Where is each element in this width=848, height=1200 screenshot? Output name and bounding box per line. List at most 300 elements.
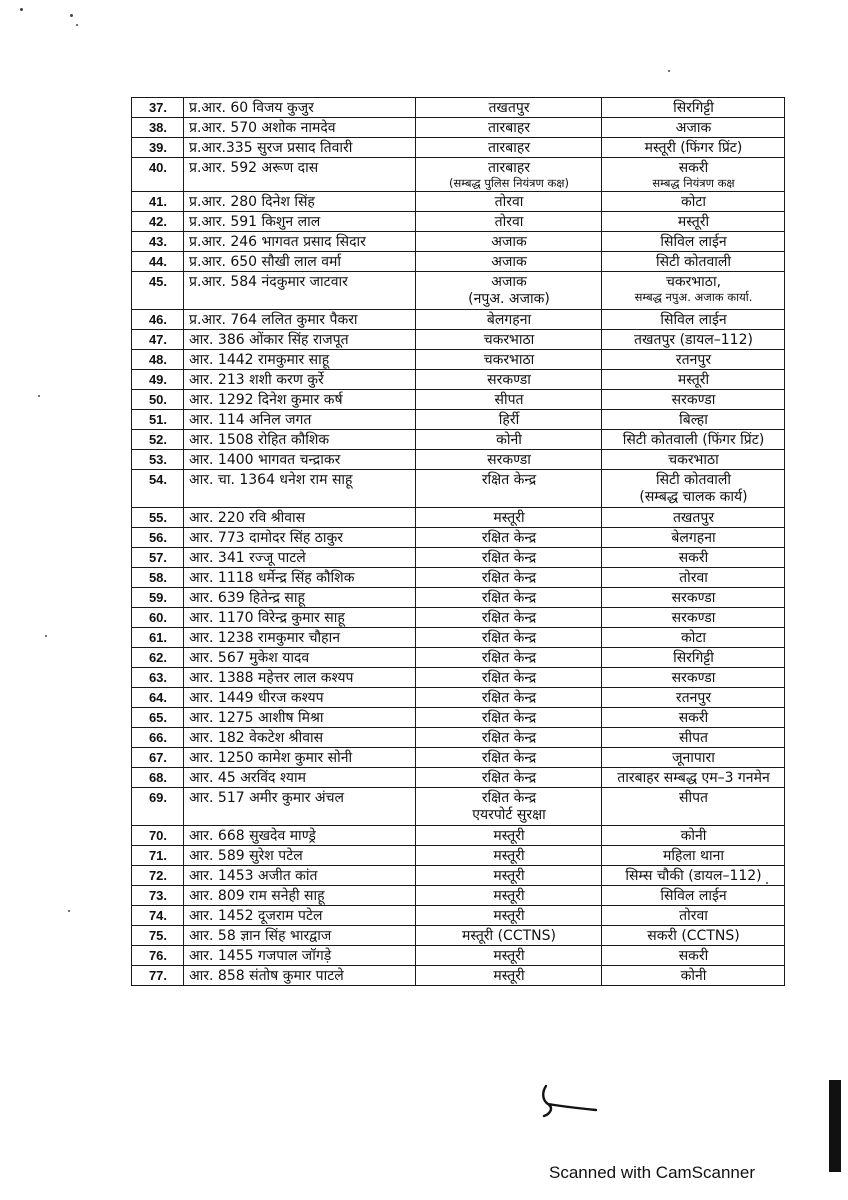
serial-number [132,588,184,608]
officer-name-text: आर. 1238 रामकुमार चौहान [189,630,341,646]
serial-number-text: 48. [148,352,168,367]
officer-name-text: आर. 1170 विरेन्द्र कुमार साहू [189,610,345,626]
new-posting [602,628,785,648]
current-posting-text: हिर्री [498,412,520,428]
current-posting [416,648,602,668]
current-posting [416,906,602,926]
serial-number-text: 37. [148,100,168,115]
current-posting [416,118,602,138]
table-row [132,410,785,430]
officer-name-text: आर. 668 सुखदेव माण्ड्रे [189,828,316,844]
table-row [132,608,785,628]
officer-name [184,330,416,350]
new-posting [602,688,785,708]
current-posting [416,946,602,966]
current-posting [416,330,602,350]
officer-name-text: आर. 58 ज्ञान सिंह भारद्वाज [189,928,332,944]
officer-name-text: आर. 567 मुकेश यादव [189,650,310,666]
table-row [132,138,785,158]
table-row [132,232,785,252]
table-row [132,272,785,310]
scan-speck [20,8,23,11]
current-posting [416,528,602,548]
serial-number [132,98,184,118]
scanner-watermark: Scanned with CamScanner [549,1163,756,1182]
serial-number-text: 49. [148,372,168,387]
scan-speck [45,635,47,637]
officer-name [184,450,416,470]
officer-name-text: आर. 1118 धर्मेन्द्र सिंह कौशिक [189,570,355,586]
serial-number-text: 71. [148,848,168,863]
officer-name-text: आर. 1388 महेत्तर लाल कश्यप [189,670,354,686]
new-posting-text: बेलगहना [671,530,716,546]
table-row [132,212,785,232]
current-posting-subtext: (नपुअ. अजाक) [468,291,550,307]
serial-number-text: 72. [148,868,168,883]
serial-number-text: 52. [148,432,168,447]
officer-name-text: आर. 1275 आशीष मिश्रा [189,710,324,726]
current-posting-text: बेलगहना [486,312,532,328]
serial-number [132,390,184,410]
serial-number [132,410,184,430]
new-posting [602,926,785,946]
new-posting [602,748,785,768]
new-posting-text: कोटा [680,630,707,646]
officer-name [184,966,416,986]
new-posting [602,118,785,138]
table-row [132,628,785,648]
serial-number [132,272,184,310]
new-posting [602,966,785,986]
scan-speck [38,395,40,397]
scan-speck [68,910,70,912]
serial-number-text: 51. [148,412,168,427]
current-posting-text: सरकण्डा [487,452,531,468]
current-posting-text: रक्षित केन्द्र [481,790,537,806]
new-posting-text: तखतपुर (डायल–112) [634,332,753,348]
serial-number [132,232,184,252]
current-posting-text: मस्तूरी (CCTNS) [462,928,556,944]
serial-number-text: 74. [148,908,168,923]
serial-number-text: 56. [148,530,168,545]
current-posting-text: मस्तूरी [493,868,525,884]
serial-number [132,946,184,966]
current-posting [416,470,602,508]
new-posting-text: सकरी [678,550,709,566]
officer-name [184,608,416,628]
serial-number-text: 40. [148,160,168,175]
new-posting-text: सिटी कोतवाली (फिंगर प्रिंट) [622,432,765,448]
new-posting-text: सकरी [678,160,709,176]
serial-number [132,748,184,768]
officer-name [184,252,416,272]
new-posting-text: तखतपुर [672,510,715,526]
serial-number-text: 43. [148,234,168,249]
new-posting-text: तोरवा [679,570,708,586]
table-row [132,310,785,330]
officer-name [184,886,416,906]
new-posting [602,450,785,470]
serial-number [132,158,184,192]
officer-name [184,310,416,330]
serial-number-text: 53. [148,452,168,467]
new-posting [602,548,785,568]
officer-name-text: आर. 809 राम सनेही साहू [189,888,325,904]
current-posting [416,370,602,390]
serial-number [132,310,184,330]
serial-number [132,470,184,508]
scan-speck [668,70,670,72]
serial-number-text: 73. [148,888,168,903]
current-posting [416,310,602,330]
new-posting [602,310,785,330]
officer-name [184,232,416,252]
current-posting [416,826,602,846]
new-posting-text: सिविल लाईन [660,234,727,250]
officer-name [184,728,416,748]
new-posting-text: मस्तूरी [677,214,710,230]
new-posting [602,370,785,390]
serial-number [132,846,184,866]
officer-name [184,588,416,608]
current-posting [416,886,602,906]
serial-number [132,728,184,748]
officer-name [184,668,416,688]
serial-number-text: 62. [148,650,168,665]
officer-name [184,788,416,826]
new-posting-text: सिविल लाईन [660,888,727,904]
officer-name-text: आर. 45 अरविंद श्याम [189,770,306,786]
new-posting [602,708,785,728]
serial-number-text: 38. [148,120,168,135]
current-posting [416,588,602,608]
current-posting [416,628,602,648]
serial-number [132,708,184,728]
serial-number-text: 41. [148,194,168,209]
serial-number [132,866,184,886]
new-posting-text: सीपत [678,790,709,806]
scan-speck [76,24,78,26]
officer-name [184,212,416,232]
officer-name-text: आर. 213 शशी करण कुर्रे [189,372,324,388]
table-row [132,470,785,508]
current-posting-text: मस्तूरी [493,888,525,904]
serial-number-text: 45. [148,274,168,289]
current-posting [416,138,602,158]
new-posting [602,508,785,528]
current-posting-text: अजाक [491,254,527,270]
serial-number [132,886,184,906]
current-posting [416,548,602,568]
current-posting-text: तारबाहर [487,140,531,156]
new-posting-text: सकरी [678,948,709,964]
serial-number [132,138,184,158]
new-posting [602,568,785,588]
current-posting [416,212,602,232]
officer-name-text: आर. 1455 गजपाल जॉगड़े [189,948,332,964]
new-posting-text: रतनपुर [675,352,712,368]
officer-name [184,158,416,192]
table-row [132,528,785,548]
officer-name [184,508,416,528]
current-posting-text: रक्षित केन्द्र [481,670,537,686]
serial-number [132,768,184,788]
serial-number-text: 66. [148,730,168,745]
current-posting-text: मस्तूरी [493,848,525,864]
serial-number-text: 50. [148,392,168,407]
new-posting-text: चकरभाठा, [665,274,722,290]
current-posting [416,158,602,192]
new-posting-text: सरकण्डा [671,670,716,686]
current-posting [416,768,602,788]
officer-name-text: प्र.आर. 280 दिनेश सिंह [189,194,315,210]
serial-number [132,548,184,568]
new-posting [602,528,785,548]
officer-name [184,390,416,410]
table-row [132,966,785,986]
current-posting-text: रक्षित केन्द्र [481,750,537,766]
officer-name-text: आर. 1250 कामेश कुमार सोनी [189,750,353,766]
new-posting-text: सिरगिट्टी [673,650,714,666]
officer-name-text: आर. चा. 1364 धनेश राम साहू [189,472,353,488]
new-posting [602,470,785,508]
current-posting [416,688,602,708]
serial-number [132,528,184,548]
table-row [132,946,785,966]
new-posting [602,866,785,886]
table-row [132,866,785,886]
current-posting [416,568,602,588]
new-posting [602,252,785,272]
table-row [132,370,785,390]
serial-number-text: 60. [148,610,168,625]
table-row [132,708,785,728]
new-posting-text: कोटा [680,194,707,210]
current-posting-text: रक्षित केन्द्र [481,610,537,626]
officer-name [184,866,416,886]
serial-number [132,906,184,926]
officer-name [184,628,416,648]
officer-name [184,748,416,768]
officer-name [184,548,416,568]
new-posting-text: सरकण्डा [671,392,716,408]
current-posting [416,410,602,430]
new-posting-text: चकरभाठा [668,452,719,468]
current-posting-text: अजाक [491,234,527,250]
current-posting [416,788,602,826]
serial-number [132,926,184,946]
officer-name [184,648,416,668]
signature [536,1078,606,1128]
officer-name [184,906,416,926]
current-posting [416,846,602,866]
new-posting-text: कोनी [680,968,707,984]
new-posting [602,98,785,118]
current-posting-text: मस्तूरी [493,828,525,844]
officer-name-text: आर. 386 ओंकार सिंह राजपूत [189,332,349,348]
serial-number [132,330,184,350]
serial-number-text: 70. [148,828,168,843]
new-posting [602,788,785,826]
current-posting [416,232,602,252]
officer-name [184,688,416,708]
new-posting-text: अजाक [675,120,712,136]
officer-name [184,118,416,138]
officer-name-text: प्र.आर. 60 विजय कुजुर [189,100,314,116]
current-posting-text: रक्षित केन्द्र [481,472,537,488]
serial-number-text: 67. [148,750,168,765]
serial-number [132,966,184,986]
current-posting [416,966,602,986]
current-posting-text: कोनी [496,432,522,448]
officer-name-text: आर. 182 वेकटेश श्रीवास [189,730,324,746]
serial-number [132,118,184,138]
officer-name [184,946,416,966]
officer-name-text: प्र.आर. 584 नंदकुमार जाटवार [189,274,348,290]
new-posting-subtext: सम्बद्ध नपुअ. अजाक कार्या. [634,290,753,304]
officer-name-text: आर. 1400 भागवत चन्द्राकर [189,452,341,468]
current-posting-text: तखतपुर [488,100,530,116]
officer-name [184,192,416,212]
table-row [132,192,785,212]
current-posting-text: रक्षित केन्द्र [481,590,537,606]
serial-number [132,450,184,470]
new-posting [602,212,785,232]
officer-name-text: आर. 1442 रामकुमार साहू [189,352,330,368]
serial-number [132,370,184,390]
table-row [132,330,785,350]
current-posting [416,390,602,410]
new-posting-text: सकरी (CCTNS) [647,928,740,944]
table-row [132,846,785,866]
current-posting [416,508,602,528]
serial-number-text: 64. [148,690,168,705]
transfer-table [131,97,785,986]
officer-name-text: आर. 1452 दूजराम पटेल [189,908,323,924]
new-posting [602,232,785,252]
officer-name [184,768,416,788]
serial-number-text: 55. [148,510,168,525]
table-row [132,728,785,748]
serial-number [132,648,184,668]
officer-name-text: प्र.आर. 592 अरूण दास [189,160,319,176]
current-posting-text: सरकण्डा [487,372,531,388]
serial-number-text: 59. [148,590,168,605]
serial-number-text: 54. [148,472,168,487]
serial-number-text: 57. [148,550,168,565]
new-posting [602,158,785,192]
officer-name [184,98,416,118]
current-posting-text: चकरभाठा [483,332,535,348]
officer-name-text: आर. 114 अनिल जगत [189,412,312,428]
officer-name-text: प्र.आर. 650 सौखी लाल वर्मा [189,254,341,270]
serial-number [132,826,184,846]
table-row [132,648,785,668]
officer-name-text: प्र.आर.335 सुरज प्रसाद तिवारी [189,140,353,156]
table-row [132,926,785,946]
table-row [132,886,785,906]
current-posting-text: रक्षित केन्द्र [481,570,537,586]
table-row [132,252,785,272]
new-posting [602,330,785,350]
officer-name-text: आर. 517 अमीर कुमार अंचल [189,790,344,806]
serial-number [132,608,184,628]
current-posting-text: रक्षित केन्द्र [481,710,537,726]
current-posting [416,866,602,886]
officer-name [184,272,416,310]
new-posting [602,668,785,688]
current-posting [416,668,602,688]
current-posting-text: मस्तूरी [493,968,525,984]
new-posting-text: सिटी कोतवाली [655,254,732,270]
new-posting [602,138,785,158]
officer-name-text: प्र.आर. 570 अशोक नामदेव [189,120,336,136]
table-row [132,98,785,118]
new-posting-text: सिम्स चौकी (डायल–112) [625,868,762,884]
new-posting [602,588,785,608]
current-posting-text: तारबाहर [487,160,531,176]
table-row [132,430,785,450]
current-posting-text: रक्षित केन्द्र [481,690,537,706]
table-row [132,788,785,826]
officer-name-text: आर. 1292 दिनेश कुमार कर्ष [189,392,343,408]
serial-number-text: 75. [148,928,168,943]
table-row [132,350,785,370]
serial-number-text: 46. [148,312,168,327]
serial-number [132,350,184,370]
new-posting [602,350,785,370]
new-posting-text: महिला थाना [663,848,724,864]
serial-number [132,668,184,688]
officer-name-text: आर. 639 हितेन्द्र साहू [189,590,305,606]
new-posting-text: मस्तूरी (फिंगर प्रिंट) [644,140,743,156]
new-posting [602,768,785,788]
table-row [132,158,785,192]
new-posting [602,846,785,866]
current-posting-text: मस्तूरी [493,908,525,924]
current-posting-text: चकरभाठा [483,352,535,368]
new-posting-text: सिविल लाईन [660,312,727,328]
table-row [132,826,785,846]
officer-name [184,470,416,508]
new-posting-text: सकरी [678,710,709,726]
serial-number-text: 44. [148,254,168,269]
table-row [132,568,785,588]
officer-name [184,846,416,866]
serial-number-text: 77. [148,968,168,983]
officer-name [184,138,416,158]
current-posting [416,272,602,310]
serial-number [132,430,184,450]
current-posting-subtext: एयरपोर्ट सुरक्षा [472,807,546,823]
current-posting [416,98,602,118]
officer-name-text: प्र.आर. 764 ललित कुमार पैकरा [189,312,358,328]
new-posting [602,906,785,926]
new-posting [602,648,785,668]
serial-number-text: 61. [148,630,168,645]
table-row [132,688,785,708]
new-posting-text: रतनपुर [675,690,712,706]
serial-number-text: 39. [148,140,168,155]
new-posting-subtext: सम्बद्ध नियंत्रण कक्ष [652,176,735,190]
current-posting [416,430,602,450]
current-posting [416,252,602,272]
current-posting [416,708,602,728]
current-posting-subtext: (सम्बद्ध पुलिस नियंत्रण कक्ष) [448,176,570,190]
current-posting-text: मस्तूरी [493,510,525,526]
table-row [132,548,785,568]
current-posting-text: रक्षित केन्द्र [481,730,537,746]
